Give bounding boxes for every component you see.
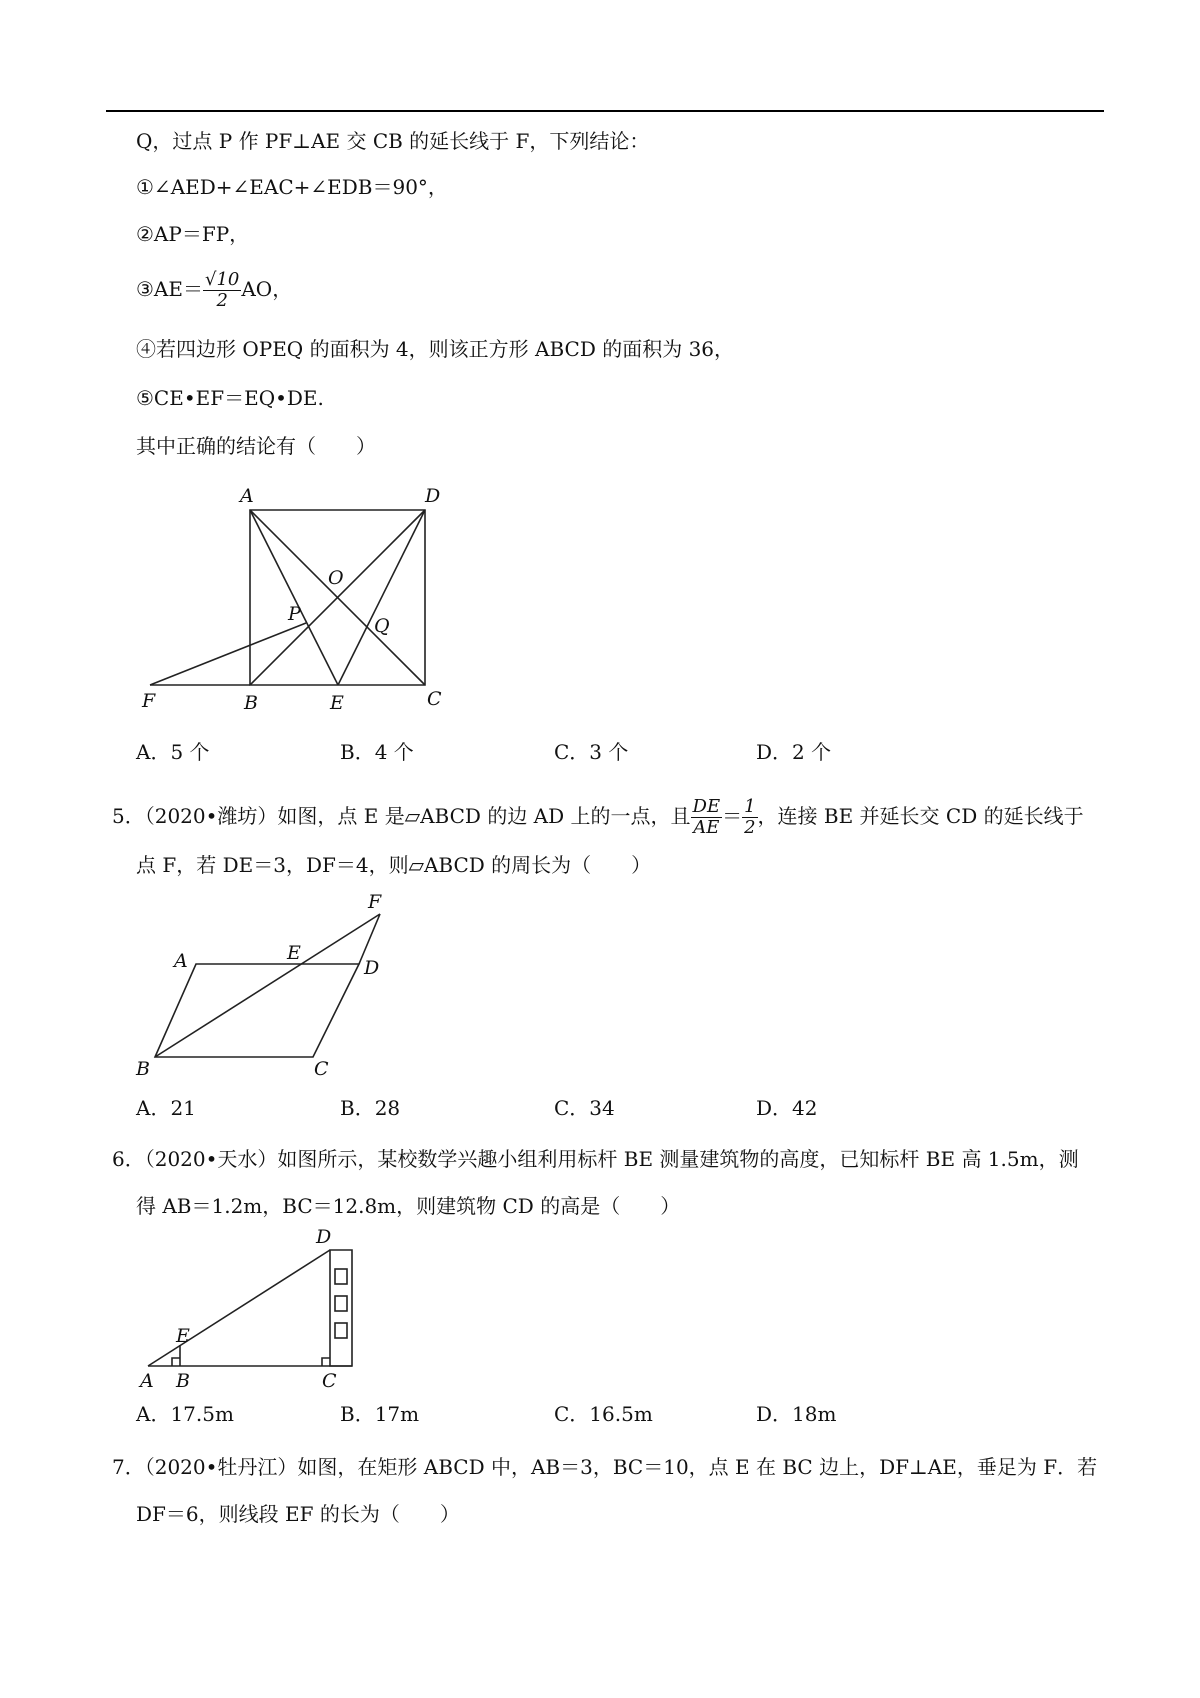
q5-figure-parallelogram: [130, 885, 410, 1085]
q6-option-d: D．18m: [756, 1402, 837, 1426]
q5-option-c: C．34: [554, 1096, 615, 1120]
q5-option-a: A．21: [136, 1096, 196, 1120]
q4-label-o: O: [328, 567, 344, 589]
q6-option-b: B．17m: [340, 1402, 420, 1426]
q6-label-e: E: [176, 1325, 190, 1347]
q5-label-f: F: [368, 891, 382, 913]
q5-line-1-after: ，连接 BE 并延长交 CD 的延长线于: [757, 804, 1084, 828]
q4-option-d: D．2 个: [756, 740, 832, 764]
q5-option-b: B．28: [340, 1096, 401, 1120]
q6-option-c: C．16.5m: [554, 1402, 653, 1426]
q4-question: 其中正确的结论有（ ）: [136, 434, 376, 458]
q4-conclusion-4: ④若四边形 OPEQ 的面积为 4，则该正方形 ABCD 的面积为 36，: [136, 337, 735, 361]
q4-option-b: B．4 个: [340, 740, 414, 764]
q4-label-q: Q: [374, 615, 390, 637]
q4-fraction: [203, 270, 241, 311]
q5-fraction-eq: ＝: [722, 804, 743, 828]
q4-label-b: B: [244, 692, 258, 714]
q6-figure-building: [130, 1228, 380, 1398]
q4-label-a: A: [240, 485, 254, 507]
q4-fraction-num: √10: [204, 269, 240, 290]
q5-line-2: 点 F，若 DE＝3，DF＝4，则▱ABCD 的周长为（ ）: [136, 853, 652, 877]
q4-figure-square: [130, 480, 450, 714]
q6-line-1: 6．（2020•天水）如图所示，某校数学兴趣小组利用标杆 BE 测量建筑物的高度，已知标杆 BE 高 1.5m，测: [112, 1147, 1079, 1171]
q6-label-c: C: [322, 1370, 337, 1392]
q6-option-a: A．17.5m: [136, 1402, 234, 1426]
q5-label-c: C: [314, 1058, 329, 1080]
q6-label-b: B: [176, 1370, 190, 1392]
q4-label-d: D: [425, 485, 441, 507]
q5-fraction2-den: 2: [744, 817, 756, 838]
q4-conclusion-3-prefix: ③AE＝: [136, 277, 203, 301]
q5-fraction-half: [742, 797, 757, 838]
q6-line-2: 得 AB＝1.2m，BC＝12.8m，则建筑物 CD 的高是（ ）: [136, 1194, 681, 1218]
q7-line-1: 7．（2020•牡丹江）如图，在矩形 ABCD 中，AB＝3，BC＝10，点 E 在 BC 边上，DF⊥AE，垂足为 F．若: [112, 1455, 1098, 1479]
q4-label-e: E: [330, 692, 344, 714]
q5-fraction-num: DE: [692, 796, 721, 817]
q6-label-d: D: [316, 1226, 332, 1248]
q5-option-d: D．42: [756, 1096, 818, 1120]
q4-line-1: Q，过点 P 作 PF⊥AE 交 CB 的延长线于 F，下列结论：: [136, 129, 650, 153]
q4-label-p: P: [288, 603, 301, 625]
q6-label-a: A: [140, 1370, 154, 1392]
q5-fraction2-num: 1: [744, 796, 756, 817]
q4-label-c: C: [427, 688, 442, 710]
q4-option-a: A．5 个: [136, 740, 210, 764]
q4-conclusion-3: [136, 270, 292, 311]
q4-conclusion-1: ①∠AED+∠EAC+∠EDB＝90°，: [136, 175, 448, 199]
q5-label-e: E: [287, 942, 301, 964]
q4-conclusion-3-suffix: AO，: [241, 277, 293, 301]
q5-label-d: D: [364, 957, 380, 979]
q5-fraction-den: AE: [693, 817, 720, 838]
q5-label-a: A: [174, 950, 188, 972]
q5-label-b: B: [136, 1058, 150, 1080]
q5-fraction-de-ae: [691, 797, 723, 838]
q4-option-c: C．3 个: [554, 740, 629, 764]
q7-line-2: DF＝6，则线段 EF 的长为（ ）: [136, 1502, 460, 1526]
q4-conclusion-5: ⑤CE•EF＝EQ•DE.: [136, 386, 324, 410]
q4-conclusion-2: ②AP＝FP，: [136, 222, 250, 246]
q5-line-1: [112, 797, 1084, 838]
q4-fraction-den: 2: [216, 290, 228, 311]
header-rule: [106, 110, 1104, 112]
q5-line-1-before: 5．（2020•潍坊）如图，点 E 是▱ABCD 的边 AD 上的一点，且: [112, 804, 691, 828]
q4-label-f: F: [142, 690, 156, 712]
